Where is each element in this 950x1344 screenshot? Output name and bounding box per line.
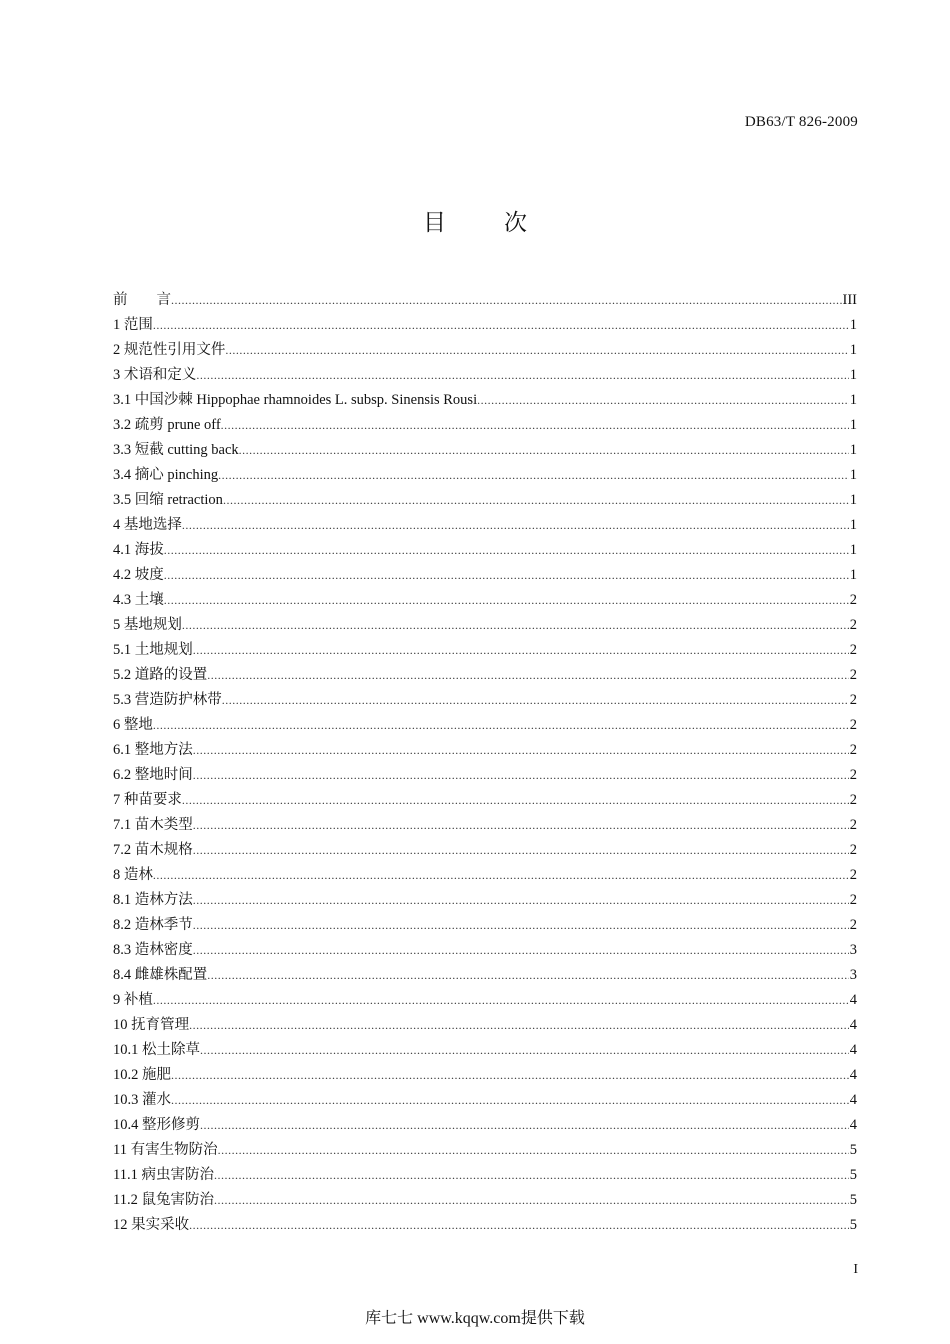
toc-entry-label: 4 基地选择	[113, 517, 182, 533]
toc-entry-label: 2 规范性引用文件	[113, 342, 226, 358]
toc-entry-label: 7.2 苗木规格	[113, 842, 193, 858]
toc-entry-page: 2	[849, 592, 857, 608]
toc-entry[interactable]	[113, 488, 857, 513]
toc-entry-label: 7.1 苗木类型	[113, 817, 193, 833]
toc-entry-label: 3.5 回缩 retraction	[113, 492, 223, 508]
toc-entry[interactable]	[113, 613, 857, 638]
toc-entry-page: 2	[849, 767, 857, 783]
toc-dot-leader	[153, 713, 849, 738]
toc-entry-label: 11.1 病虫害防治	[113, 1167, 214, 1183]
toc-entry[interactable]	[113, 963, 857, 988]
toc-entry-label: 10 抚育管理	[113, 1017, 190, 1033]
toc-entry[interactable]	[113, 863, 857, 888]
toc-entry[interactable]	[113, 1163, 857, 1188]
toc-entry[interactable]	[113, 313, 857, 338]
toc-entry-label: 3.1 中国沙棘 Hippophae rhamnoides L. subsp. Sinensis Rousi	[113, 392, 478, 408]
toc-entry-label: 8.4 雌雄株配置	[113, 967, 208, 983]
toc-entry-page: 2	[849, 617, 857, 633]
toc-dot-leader	[214, 1163, 849, 1188]
toc-dot-leader	[164, 538, 849, 563]
toc-entry[interactable]	[113, 988, 857, 1013]
toc-dot-leader	[182, 613, 849, 638]
toc-entry-label: 9 补植	[113, 992, 153, 1008]
toc-entry[interactable]	[113, 838, 857, 863]
toc-entry-label: 12 果实采收	[113, 1217, 190, 1233]
page-number: I	[853, 1262, 858, 1277]
toc-entry[interactable]	[113, 1038, 857, 1063]
toc-entry-page: 2	[849, 917, 857, 933]
toc-dot-leader	[200, 1113, 849, 1138]
toc-entry-page: 1	[849, 542, 857, 558]
toc-entry[interactable]	[113, 1063, 857, 1088]
toc-dot-leader	[193, 638, 849, 663]
toc-dot-leader	[153, 313, 849, 338]
toc-entry[interactable]	[113, 663, 857, 688]
toc-dot-leader	[193, 913, 849, 938]
toc-title-char-2: 次	[504, 210, 527, 236]
toc-entry[interactable]	[113, 563, 857, 588]
toc-entry-label: 4.3 土壤	[113, 592, 164, 608]
footer-watermark: 库七七 www.kqqw.com提供下载	[365, 1310, 585, 1327]
toc-entry[interactable]	[113, 763, 857, 788]
toc-dot-leader	[193, 938, 849, 963]
toc-entry-label: 10.1 松土除草	[113, 1042, 200, 1058]
toc-entry-page: 2	[849, 842, 857, 858]
toc-entry-label: 1 范围	[113, 317, 153, 333]
toc-entry-page: 1	[849, 417, 857, 433]
toc-entry-page: 2	[849, 867, 857, 883]
toc-dot-leader	[171, 288, 842, 313]
toc-entry[interactable]	[113, 413, 857, 438]
toc-entry-page: 1	[849, 492, 857, 508]
toc-dot-leader	[218, 463, 849, 488]
toc-entry-page: 1	[849, 567, 857, 583]
toc-entry-label: 5.3 营造防护林带	[113, 692, 222, 708]
toc-entry[interactable]	[113, 938, 857, 963]
toc-dot-leader	[193, 838, 849, 863]
toc-dot-leader	[164, 588, 849, 613]
toc-entry[interactable]	[113, 738, 857, 763]
toc-entry-label: 前 言	[113, 292, 171, 308]
toc-dot-leader	[171, 1088, 849, 1113]
toc-entry-label: 10.4 整形修剪	[113, 1117, 200, 1133]
toc-dot-leader	[218, 1138, 849, 1163]
toc-title-char-1: 目	[423, 210, 446, 236]
toc-entry[interactable]	[113, 338, 857, 363]
toc-entry-label: 7 种苗要求	[113, 792, 182, 808]
toc-entry-page: 4	[849, 1042, 857, 1058]
toc-dot-leader	[239, 438, 849, 463]
toc-entry-label: 6.1 整地方法	[113, 742, 193, 758]
toc-dot-leader	[225, 338, 848, 363]
toc-entry-label: 8.2 造林季节	[113, 917, 193, 933]
toc-entry[interactable]	[113, 1188, 857, 1213]
toc-entry-page: 1	[849, 317, 857, 333]
toc-entry[interactable]	[113, 463, 857, 488]
toc-entry[interactable]	[113, 1213, 857, 1238]
toc-entry-page: 3	[849, 967, 857, 983]
toc-entry[interactable]	[113, 1088, 857, 1113]
toc-entry-label: 3.2 疏剪 prune off	[113, 417, 221, 433]
toc-entry-label: 11.2 鼠兔害防治	[113, 1192, 214, 1208]
toc-dot-leader	[193, 738, 849, 763]
toc-entry-page: 1	[849, 367, 857, 383]
toc-entry-page: 1	[849, 342, 857, 358]
toc-entry-label: 5 基地规划	[113, 617, 182, 633]
toc-entry-page: 4	[849, 1092, 857, 1108]
toc-entry-page: III	[842, 292, 857, 308]
toc-entry-page: 2	[849, 717, 857, 733]
toc-dot-leader	[182, 513, 849, 538]
toc-entry[interactable]	[113, 913, 857, 938]
toc-entry-page: 3	[849, 942, 857, 958]
toc-entry-label: 4.2 坡度	[113, 567, 164, 583]
toc-entry-label: 5.2 道路的设置	[113, 667, 208, 683]
toc-dot-leader	[189, 1213, 849, 1238]
toc-entry-page: 1	[849, 392, 857, 408]
toc-entry-page: 5	[849, 1167, 857, 1183]
document-code: DB63/T 826-2009	[744, 114, 858, 130]
toc-entry-label: 10.3 灌水	[113, 1092, 171, 1108]
toc-entry-label: 3 术语和定义	[113, 367, 197, 383]
toc-entry-label: 8.3 造林密度	[113, 942, 193, 958]
toc-entry[interactable]	[113, 1138, 857, 1163]
toc-entry-page: 2	[849, 692, 857, 708]
toc-entry[interactable]	[113, 638, 857, 663]
toc-entry[interactable]	[113, 688, 857, 713]
toc-title	[0, 204, 950, 237]
toc-dot-leader	[193, 888, 849, 913]
toc-dot-leader	[222, 688, 849, 713]
toc-entry-page: 1	[849, 442, 857, 458]
toc-entry[interactable]	[113, 1113, 857, 1138]
toc-entry-page: 1	[849, 517, 857, 533]
toc-entry-page: 4	[849, 992, 857, 1008]
toc-entry-label: 3.4 摘心 pinching	[113, 467, 219, 483]
toc-entry-page: 2	[849, 817, 857, 833]
toc-entry-label: 8 造林	[113, 867, 153, 883]
toc-entry-label: 6 整地	[113, 717, 153, 733]
toc-entry-label: 5.1 土地规划	[113, 642, 193, 658]
toc-entry[interactable]	[113, 538, 857, 563]
toc-dot-leader	[189, 1013, 849, 1038]
toc-dot-leader	[193, 763, 849, 788]
toc-entry[interactable]	[113, 363, 857, 388]
toc-dot-leader	[193, 813, 849, 838]
toc-entry[interactable]	[113, 288, 857, 313]
toc-entry-label: 3.3 短截 cutting back	[113, 442, 239, 458]
toc-dot-leader	[153, 863, 849, 888]
toc-dot-leader	[200, 1038, 849, 1063]
toc-dot-leader	[221, 413, 849, 438]
toc-entry[interactable]	[113, 813, 857, 838]
toc-dot-leader	[207, 663, 849, 688]
toc-dot-leader	[214, 1188, 849, 1213]
toc-entry-page: 4	[849, 1067, 857, 1083]
toc-entry-page: 4	[849, 1117, 857, 1133]
toc-entry-page: 1	[849, 467, 857, 483]
toc-dot-leader	[171, 1063, 849, 1088]
toc-entry-label: 8.1 造林方法	[113, 892, 193, 908]
toc-entry[interactable]	[113, 588, 857, 613]
toc-entry-page: 2	[849, 892, 857, 908]
toc-entry-page: 5	[849, 1217, 857, 1233]
toc-entry-page: 2	[849, 792, 857, 808]
toc-entry[interactable]	[113, 388, 857, 413]
toc-dot-leader	[477, 388, 849, 413]
toc-dot-leader	[223, 488, 849, 513]
toc-dot-leader	[207, 963, 849, 988]
toc-entry-page: 2	[849, 742, 857, 758]
toc-entry[interactable]	[113, 788, 857, 813]
toc-dot-leader	[153, 988, 849, 1013]
toc-entry-label: 4.1 海拔	[113, 542, 164, 558]
toc-entry[interactable]	[113, 438, 857, 463]
toc-dot-leader	[164, 563, 849, 588]
toc-entry-page: 2	[849, 667, 857, 683]
toc-entry-page: 5	[849, 1142, 857, 1158]
toc-entry[interactable]	[113, 513, 857, 538]
toc-entry[interactable]	[113, 888, 857, 913]
toc-dot-leader	[182, 788, 849, 813]
toc-entry[interactable]	[113, 713, 857, 738]
toc-entry[interactable]	[113, 1013, 857, 1038]
toc-entry-page: 4	[849, 1017, 857, 1033]
toc-list	[113, 288, 857, 1238]
toc-entry-page: 2	[849, 642, 857, 658]
toc-dot-leader	[196, 363, 848, 388]
toc-entry-page: 5	[849, 1192, 857, 1208]
toc-entry-label: 10.2 施肥	[113, 1067, 171, 1083]
toc-entry-label: 11 有害生物防治	[113, 1142, 218, 1158]
toc-entry-label: 6.2 整地时间	[113, 767, 193, 783]
